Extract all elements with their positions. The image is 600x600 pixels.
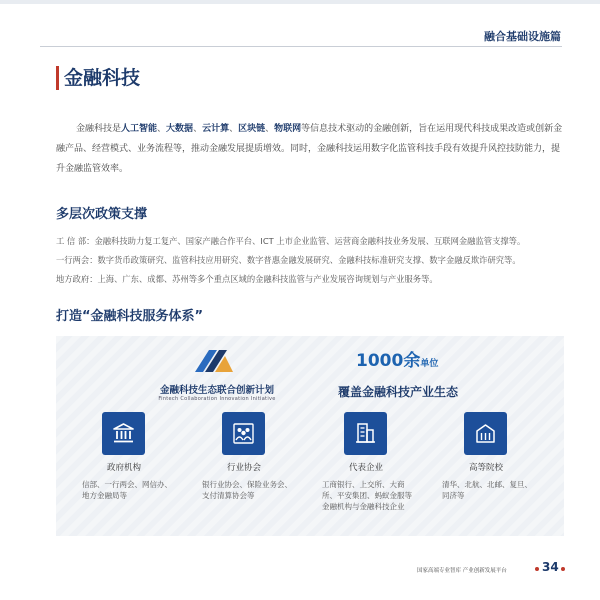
keyword-bigdata: 大数据: [166, 124, 194, 134]
enterprise-desc: 工商银行、上交所、大商所、平安集团、蚂蚁金服等金融机构与金融科技企业: [322, 480, 412, 511]
association-tile: [222, 412, 265, 455]
intro-sep: 、: [265, 124, 275, 134]
intro-pre: 金融科技是: [76, 124, 122, 134]
header-rule: [40, 46, 562, 47]
intro-sep: 、: [229, 124, 239, 134]
policy-heading: 多层次政策支撑: [56, 207, 148, 222]
keyword-blockchain: 区块链: [238, 124, 266, 134]
page-number: 34: [542, 560, 559, 574]
association-people-icon: [231, 421, 256, 446]
ecosystem-coverage: 覆盖金融科技产业生态: [338, 385, 459, 399]
policy-row-miit: 工 信 部：金融科技助力复工复产、国家产融合作平台、ICT 上市企业监管、运营商金融科技业务发展、互联网金融监管支撑等。: [56, 236, 526, 246]
intro-sep: 、: [157, 124, 167, 134]
keyword-iot: 物联网: [274, 124, 302, 134]
enterprise-label: 代表企业: [348, 463, 383, 473]
keyword-cloud: 云计算: [202, 124, 230, 134]
member-count-unit: 单位: [420, 359, 439, 369]
initiative-logo: [191, 346, 237, 374]
keyword-ai: 人工智能: [121, 124, 158, 134]
intro-post: 等信息技术驱动的金融创新，旨在运用现代科技成果改造或创新金融产品、经营模式、业务流程等，推动金融发展提质增效。同时，金融科技运用数字化监管科技手段有效提升风控技防能力，提升金融监管效率。: [56, 124, 563, 174]
page-title: 金融科技: [64, 67, 141, 89]
member-count: [356, 346, 438, 371]
policy-list: [56, 232, 576, 289]
university-label: 高等院校: [468, 463, 503, 473]
initiative-name: 金融科技生态联合创新计划: [159, 385, 274, 396]
title-accent-bar: [56, 66, 59, 90]
enterprise-building-icon: [353, 421, 378, 446]
government-building-icon: [111, 421, 136, 446]
government-tile: [102, 412, 145, 455]
top-strip: [0, 0, 600, 4]
section-tag: 融合基础设施篇: [484, 30, 561, 43]
university-desc: 清华、北航、北邮、复旦、同济等: [442, 480, 532, 500]
university-tile: [464, 412, 507, 455]
policy-row-local: 地方政府：上海、广东、成都、苏州等多个重点区域的金融科技监管与产业发展咨询规划与产业服务等。: [56, 274, 438, 284]
intro-paragraph: [56, 119, 566, 179]
government-label: 政府机构: [106, 463, 141, 473]
association-desc: 银行业协会、保险业务会、支付清算协会等: [202, 480, 292, 500]
intro-sep: 、: [193, 124, 203, 134]
government-desc: 信部、一行两会、网信办、地方金融局等: [82, 480, 172, 500]
association-label: 行业协会: [226, 463, 261, 473]
policy-row-regulators: 一行两会：数字货币政策研究、监管科技应用研究、数字普惠金融发展研究、金融科技标准研究支撑、数字金融反欺诈研究等。: [56, 255, 521, 265]
member-count-value: 1000余: [356, 351, 421, 371]
initiative-name-en: Fintech Collaboration Innovation Initiative: [158, 396, 276, 402]
footer-slogan: 国家高端专业智库 产业创新发展平台: [417, 568, 507, 574]
footer-dot-left: [535, 567, 539, 571]
system-heading: 打造“金融科技服务体系”: [56, 309, 204, 324]
university-icon: [473, 421, 498, 446]
enterprise-tile: [344, 412, 387, 455]
footer-dot-right: [561, 567, 565, 571]
